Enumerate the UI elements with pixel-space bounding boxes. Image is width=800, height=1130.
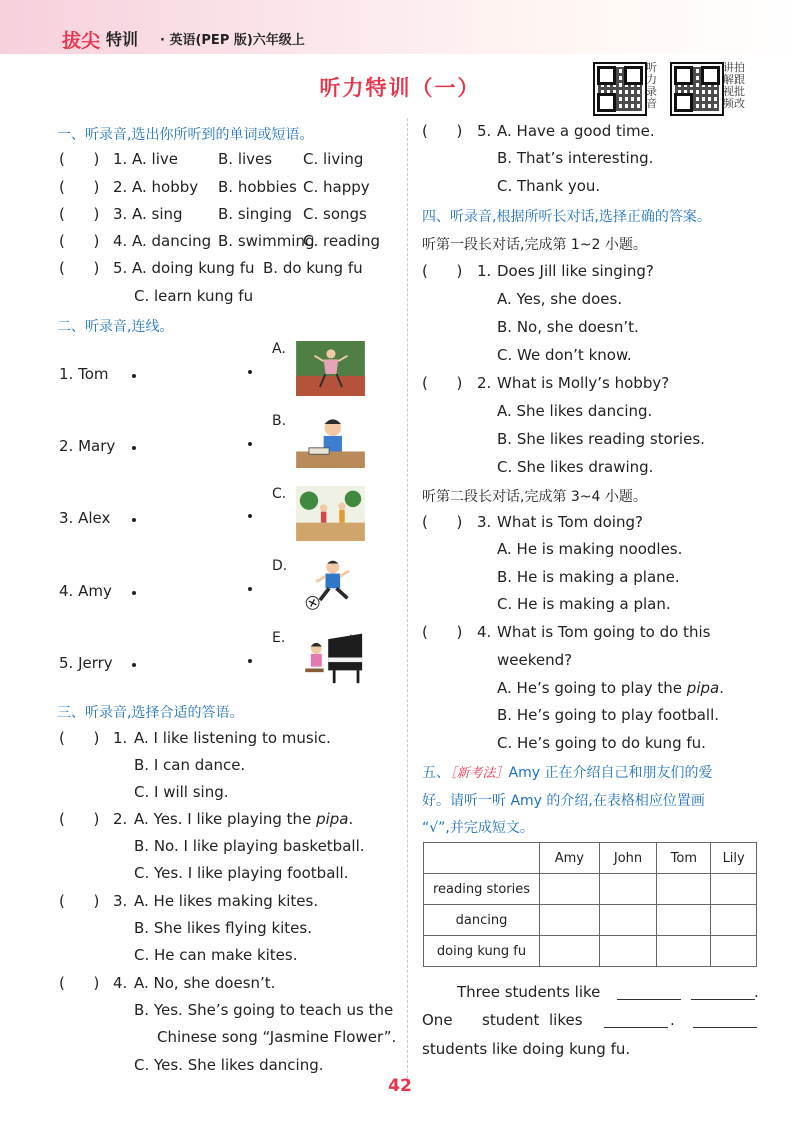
item-number: 5. bbox=[477, 122, 492, 140]
option-b: B. I can dance. bbox=[134, 756, 246, 774]
option-b: B. swimming bbox=[218, 232, 315, 250]
option-a: A. Yes, she does. bbox=[497, 290, 623, 308]
match-dot-right[interactable] bbox=[248, 514, 252, 518]
hobby-table bbox=[423, 842, 757, 967]
check-cell[interactable] bbox=[540, 874, 600, 905]
option-c: C. reading bbox=[303, 232, 380, 250]
option-a: A. She likes dancing. bbox=[497, 402, 653, 420]
option-a: A. He is making noodles. bbox=[497, 540, 683, 558]
option-b: B. He’s going to play football. bbox=[497, 706, 720, 724]
question-text: What is Molly’s hobby? bbox=[497, 374, 670, 392]
option-b: B. She likes reading stories. bbox=[497, 430, 705, 448]
answer-blank[interactable]: ( ) bbox=[59, 729, 100, 747]
match-dot-left[interactable] bbox=[132, 374, 136, 378]
table-header-row bbox=[424, 843, 757, 874]
section-5-heading: 五、［新考法］Amy 正在介绍自己和朋友们的爱 bbox=[422, 765, 713, 781]
option-c: C. songs bbox=[303, 205, 367, 223]
match-dot-left[interactable] bbox=[132, 663, 136, 667]
passage-line-1: Three students like bbox=[457, 983, 601, 1001]
pic-label-b: B. bbox=[272, 413, 287, 429]
table-row bbox=[424, 936, 757, 967]
option-c: C. Yes. She likes dancing. bbox=[134, 1056, 324, 1074]
picture-boy-reading bbox=[293, 413, 368, 468]
answer-blank[interactable]: ( ) bbox=[59, 810, 100, 828]
match-dot-right[interactable] bbox=[248, 442, 252, 446]
period: . bbox=[670, 1011, 675, 1029]
match-name-tom: 1. Tom bbox=[59, 365, 109, 383]
section-1-heading: 一、听录音,选出你所听到的单词或短语。 bbox=[57, 127, 314, 143]
brand-logo: 拔尖 bbox=[62, 30, 101, 52]
check-cell[interactable] bbox=[711, 905, 757, 936]
match-dot-right[interactable] bbox=[248, 587, 252, 591]
book-subject: · 英语(PEP 版)六年级上 bbox=[160, 33, 305, 48]
passage-line-3: students like doing kung fu. bbox=[422, 1040, 631, 1058]
s4-part2-instruction: 听第二段长对话,完成第 3~4 小题。 bbox=[422, 489, 647, 505]
option-a: A. He’s going to play the pipa. bbox=[497, 679, 724, 697]
passage-word: One bbox=[422, 1011, 453, 1029]
fill-blank[interactable] bbox=[617, 999, 681, 1000]
option-a: A. sing bbox=[132, 205, 183, 223]
match-dot-right[interactable] bbox=[248, 659, 252, 663]
section-5-heading-line3: “√”,并完成短文。 bbox=[422, 820, 534, 836]
option-a: A. live bbox=[132, 150, 178, 168]
item-number: 2. bbox=[113, 810, 128, 828]
item-number: 2. bbox=[477, 374, 492, 392]
table-header-cell: Tom bbox=[657, 843, 711, 874]
option-b: B. No. I like playing basketball. bbox=[134, 837, 365, 855]
qr-code-audio[interactable] bbox=[593, 62, 647, 116]
check-cell[interactable] bbox=[657, 936, 711, 967]
answer-blank[interactable]: ( ) bbox=[422, 374, 463, 392]
pic-label-d: D. bbox=[272, 558, 288, 574]
match-dot-left[interactable] bbox=[132, 446, 136, 450]
option-b: B. Yes. She’s going to teach us the bbox=[134, 1001, 394, 1019]
question-text: Does Jill like singing? bbox=[497, 262, 654, 280]
table-row bbox=[424, 905, 757, 936]
check-cell[interactable] bbox=[657, 874, 711, 905]
picture-girl-piano bbox=[293, 630, 368, 685]
answer-blank[interactable]: ( ) bbox=[59, 974, 100, 992]
option-c: C. He can make kites. bbox=[134, 946, 298, 964]
item-number: 5. bbox=[113, 259, 128, 277]
item-number: 3. bbox=[477, 513, 492, 531]
option-c: C. I will sing. bbox=[134, 783, 229, 801]
answer-blank[interactable]: ( ) bbox=[59, 178, 100, 196]
item-number: 1. bbox=[113, 150, 128, 168]
brand-logo-2: 特训 bbox=[106, 30, 139, 49]
picture-kids-outdoors bbox=[293, 486, 368, 541]
table-header-cell: Lily bbox=[711, 843, 757, 874]
option-b: B. singing bbox=[218, 205, 293, 223]
question-text: What is Tom doing? bbox=[497, 513, 643, 531]
section-3-heading: 三、听录音,选择合适的答语。 bbox=[57, 705, 244, 721]
option-b: B. do kung fu bbox=[263, 259, 363, 277]
passage-word: student bbox=[482, 1011, 540, 1029]
page-title: 听力特训（一） bbox=[319, 76, 481, 100]
answer-blank[interactable]: ( ) bbox=[59, 232, 100, 250]
option-c: C. learn kung fu bbox=[134, 287, 254, 305]
row-label: dancing bbox=[424, 905, 540, 936]
item-number: 3. bbox=[113, 205, 128, 223]
fill-blank[interactable] bbox=[691, 999, 755, 1000]
answer-blank[interactable]: ( ) bbox=[59, 892, 100, 910]
row-label: reading stories bbox=[424, 874, 540, 905]
qr-code-video[interactable] bbox=[670, 62, 724, 116]
picture-girl-dancing bbox=[293, 341, 368, 396]
match-name-alex: 3. Alex bbox=[59, 509, 111, 527]
fill-blank[interactable] bbox=[693, 1027, 757, 1028]
option-b: B. He is making a plane. bbox=[497, 568, 680, 586]
item-number: 4. bbox=[113, 974, 128, 992]
option-a: A. dancing bbox=[132, 232, 212, 250]
table-row bbox=[424, 874, 757, 905]
match-dot-left[interactable] bbox=[132, 591, 136, 595]
option-a: A. Yes. I like playing the pipa. bbox=[134, 810, 354, 828]
item-number: 4. bbox=[477, 623, 492, 641]
fill-blank[interactable] bbox=[604, 1027, 668, 1028]
period: . bbox=[754, 983, 759, 1001]
option-b: B. hobbies bbox=[218, 178, 297, 196]
item-number: 4. bbox=[113, 232, 128, 250]
match-name-jerry: 5. Jerry bbox=[59, 654, 113, 672]
option-b-cont: Chinese song “Jasmine Flower”. bbox=[157, 1028, 397, 1046]
new-exam-tag: ［新考法］ bbox=[450, 766, 509, 781]
option-a: A. hobby bbox=[132, 178, 199, 196]
option-c: C. He’s going to do kung fu. bbox=[497, 734, 706, 752]
answer-blank[interactable]: ( ) bbox=[422, 623, 463, 641]
check-cell[interactable] bbox=[599, 874, 657, 905]
section-5-heading-line2: 好。请听一听 Amy 的介绍,在表格相应位置画 bbox=[422, 793, 705, 809]
option-c: C. Thank you. bbox=[497, 177, 601, 195]
option-a: A. Have a good time. bbox=[497, 122, 655, 140]
option-c: C. living bbox=[303, 150, 364, 168]
answer-blank[interactable]: ( ) bbox=[422, 262, 463, 280]
check-cell[interactable] bbox=[540, 936, 600, 967]
option-a: A. I like listening to music. bbox=[134, 729, 331, 747]
option-c: C. happy bbox=[303, 178, 370, 196]
question-text: What is Tom going to do this bbox=[497, 623, 711, 641]
item-number: 2. bbox=[113, 178, 128, 196]
option-b: B. She likes flying kites. bbox=[134, 919, 312, 937]
check-cell[interactable] bbox=[599, 936, 657, 967]
check-cell[interactable] bbox=[657, 905, 711, 936]
check-cell[interactable] bbox=[540, 905, 600, 936]
option-c: C. He is making a plan. bbox=[497, 595, 671, 613]
picture-boy-football bbox=[293, 558, 368, 613]
column-divider bbox=[407, 118, 408, 1078]
section-2-heading: 二、听录音,连线。 bbox=[57, 319, 174, 335]
pic-label-a: A. bbox=[272, 341, 286, 357]
check-cell[interactable] bbox=[599, 905, 657, 936]
pic-label-e: E. bbox=[272, 630, 286, 646]
pic-label-c: C. bbox=[272, 486, 287, 502]
option-b: B. No, she doesn’t. bbox=[497, 318, 639, 336]
page-number: 42 bbox=[388, 1076, 412, 1096]
question-text-cont: weekend? bbox=[497, 651, 573, 669]
check-cell[interactable] bbox=[711, 936, 757, 967]
table-header-cell: John bbox=[599, 843, 657, 874]
answer-blank[interactable]: ( ) bbox=[422, 513, 463, 531]
item-number: 3. bbox=[113, 892, 128, 910]
option-c: C. She likes drawing. bbox=[497, 458, 654, 476]
match-dot-left[interactable] bbox=[132, 518, 136, 522]
option-b: B. That’s interesting. bbox=[497, 149, 654, 167]
option-c: C. Yes. I like playing football. bbox=[134, 864, 349, 882]
answer-blank[interactable]: ( ) bbox=[59, 259, 100, 277]
table-header-cell: Amy bbox=[540, 843, 600, 874]
s4-part1-instruction: 听第一段长对话,完成第 1~2 小题。 bbox=[422, 237, 647, 253]
item-number: 1. bbox=[113, 729, 128, 747]
table-header-cell bbox=[424, 843, 540, 874]
answer-blank[interactable]: ( ) bbox=[59, 150, 100, 168]
match-name-amy: 4. Amy bbox=[59, 582, 112, 600]
match-name-mary: 2. Mary bbox=[59, 437, 116, 455]
item-number: 1. bbox=[477, 262, 492, 280]
qr-label-audio: 听力录音 bbox=[646, 61, 657, 110]
row-label: doing kung fu bbox=[424, 936, 540, 967]
check-cell[interactable] bbox=[711, 874, 757, 905]
qr-label-video: 讲拍解跟视批频改 bbox=[723, 61, 745, 110]
option-a: A. He likes making kites. bbox=[134, 892, 319, 910]
section-4-heading: 四、听录音,根据所听长对话,选择正确的答案。 bbox=[422, 209, 711, 225]
answer-blank[interactable]: ( ) bbox=[422, 122, 463, 140]
match-dot-right[interactable] bbox=[248, 370, 252, 374]
passage-word: likes bbox=[549, 1011, 583, 1029]
option-a: A. doing kung fu bbox=[132, 259, 255, 277]
answer-blank[interactable]: ( ) bbox=[59, 205, 100, 223]
option-a: A. No, she doesn’t. bbox=[134, 974, 276, 992]
option-c: C. We don’t know. bbox=[497, 346, 632, 364]
option-b: B. lives bbox=[218, 150, 273, 168]
